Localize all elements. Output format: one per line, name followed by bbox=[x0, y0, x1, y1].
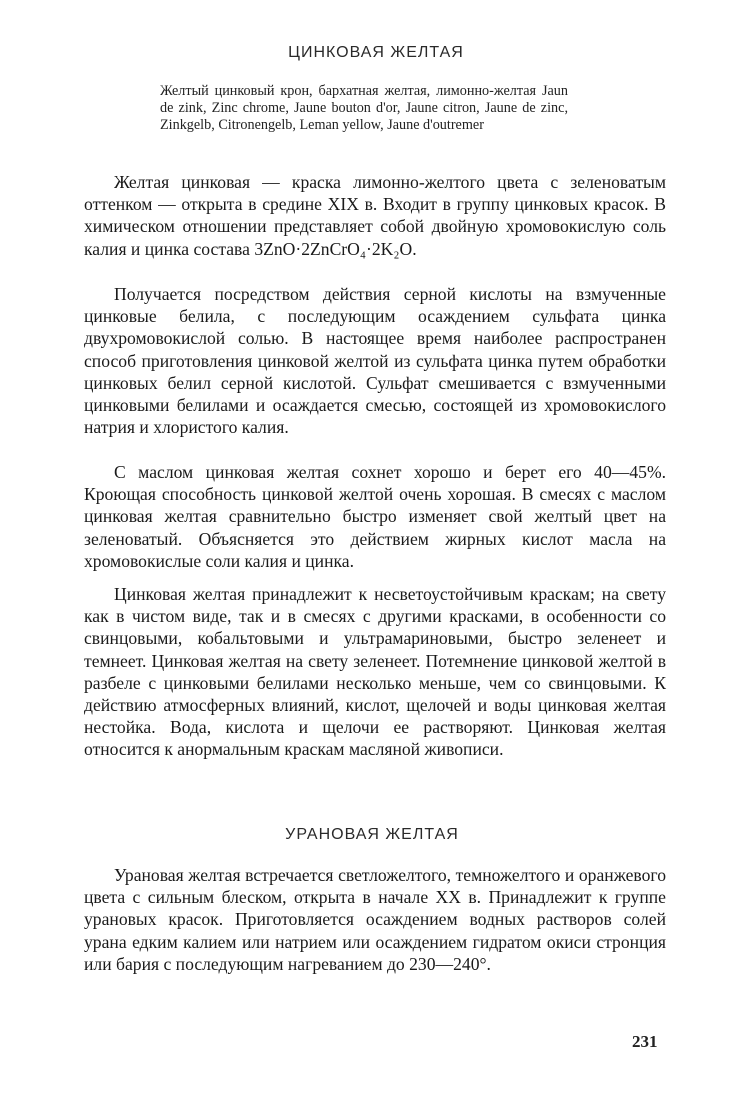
paragraph-5: Урановая желтая встречается светложелтого, темножелтого и оранжевого цвета с сильным блеском, открыта в начале XX в. Принадлежит к группе урановых красок. Приготовляется осаждением водных растворов солей урана едким калием или натрием или осаждением гидратом окиси стронция или бария с последующим нагреванием до 230—240°. bbox=[84, 865, 666, 974]
section-title-uranium-yellow: УРАНОВАЯ ЖЕЛТАЯ bbox=[285, 826, 459, 843]
paragraph-2: Получается посредством действия серной кислоты на взмученные цинковые белила, с последующим осаждением сульфата цинка двухромовокислой солью. В настоящее время наиболее распространен способ приготовления цинковой желтой из сульфата цинка путем обработки цинковых белил серной кислотой. Сульфат смешивается с взмученными цинковыми белилами и осаждается смесью, состоящей из хромовокислого натрия и хлористого калия. bbox=[84, 284, 666, 438]
paragraph-4: Цинковая желтая принадлежит к несветоустойчивым краскам; на свету как в чистом виде, так и в смесях с другими красками, в особенности со свинцовыми, кобальтовыми и ультрамариновыми, быстро зеленеет и темнеет. Цинковая желтая на свету зеленеет. Потемнение цинковой желтой в разбеле с цинковыми белилами несколько меньше, чем со свинцовыми. К действию атмосферных влияний, кислот, щелочей и воды цинковая желтая нестойка. Вода, кислота и щелочи ее растворяют. Цинковая желтая относится к анормальным краскам масляной живописи. bbox=[84, 584, 666, 760]
paragraph-1: Желтая цинковая — краска лимонно-желтого цвета с зеленоватым оттенком — открыта в средине XIX в. Входит в группу цинковых красок. В химическом отношении представляет собой двойную хромовокислую соль калия и цинка состава 3ZnO·2ZnCrO₄·2K₂O. bbox=[84, 172, 666, 259]
section-title-zinc-yellow: ЦИНКОВАЯ ЖЕЛТАЯ bbox=[288, 44, 464, 61]
paragraph-3: С маслом цинковая желтая сохнет хорошо и берет его 40—45%. Кроющая способность цинковой желтой очень хорошая. В смесях с маслом цинковая желтая сравнительно быстро изменяет свой желтый цвет на зеленоватый. Объясняется это действием жирных кислот масла на хромовокислые соли калия и цинка. bbox=[84, 462, 666, 571]
page-number: 231 bbox=[632, 1032, 658, 1051]
synonyms-block: Желтый цинковый крон, бархатная желтая, лимонно-желтая Jaun de zink, Zinc chrome, Jaune bouton d'or, Jaune citron, Jaune de zinc, Zinkgelb, Citronengelb, Leman yellow, Jaune d'outremer bbox=[160, 83, 568, 133]
